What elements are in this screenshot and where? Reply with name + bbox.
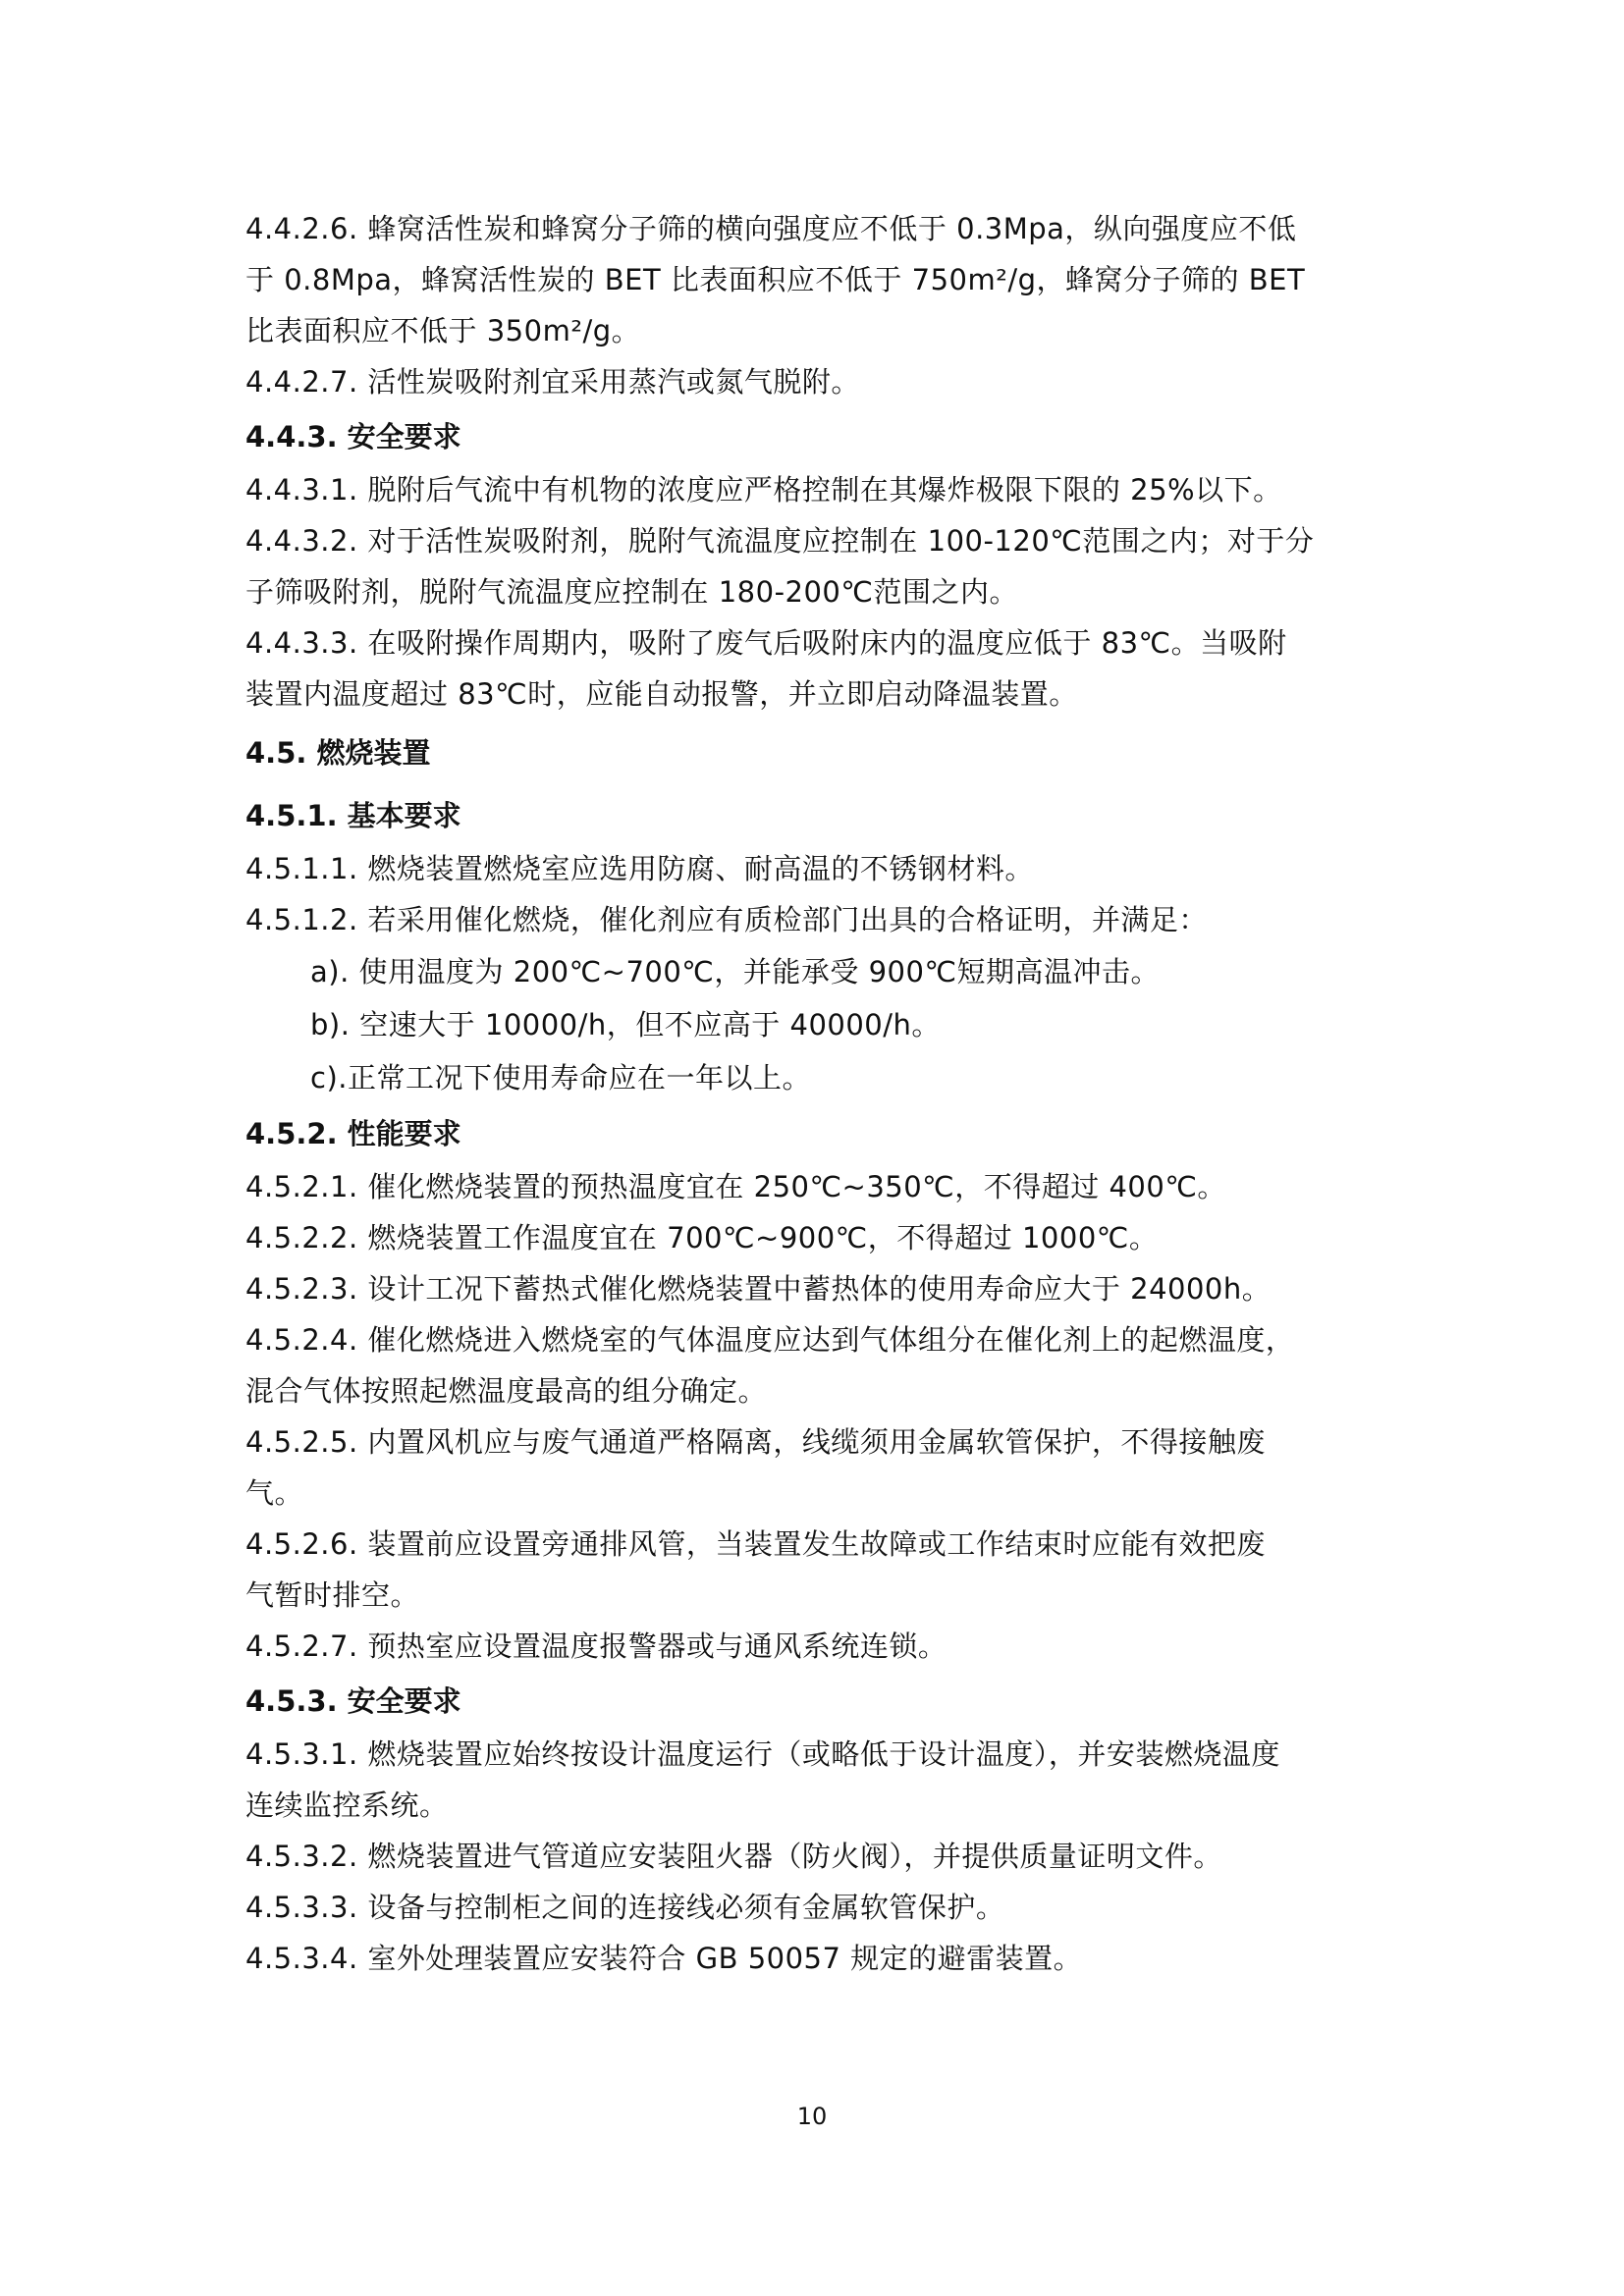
paragraph-4-4-2-6-line1: 4.4.2.6. 蜂窝活性炭和蜂窝分子筛的横向强度应不低于 0.3Mpa，纵向强度应不低 [245,212,1297,245]
heading-4-5-1: 4.5.1. 基本要求 [245,799,461,832]
heading-4-5-2: 4.5.2. 性能要求 [245,1117,461,1150]
paragraph-4-5-2-2: 4.5.2.2. 燃烧装置工作温度宜在 700℃~900℃，不得超过 1000℃。 [245,1221,1159,1255]
paragraph-4-5-1-2: 4.5.1.2. 若采用催化燃烧，催化剂应有质检部门出具的合格证明，并满足： [245,903,1208,936]
page-number: 10 [796,2103,828,2130]
paragraph-4-5-2-7: 4.5.2.7. 预热室应设置温度报警器或与通风系统连锁。 [245,1629,947,1663]
paragraph-4-4-3-3-line2: 装置内温度超过 83℃时，应能自动报警，并立即启动降温装置。 [245,677,1078,711]
paragraph-4-5-3-3: 4.5.3.3. 设备与控制柜之间的连接线必须有金属软管保护。 [245,1891,1005,1924]
paragraph-4-5-2-5-line2: 气。 [245,1476,304,1510]
paragraph-4-4-3-2-line1: 4.4.3.2. 对于活性炭吸附剂，脱附气流温度应控制在 100-120℃范围之内；对于分 [245,524,1315,558]
paragraph-4-5-2-6-line1: 4.5.2.6. 装置前应设置旁通排风管，当装置发生故障或工作结束时应能有效把废 [245,1527,1266,1561]
heading-4-5-3: 4.5.3. 安全要求 [245,1684,461,1718]
paragraph-4-5-1-1: 4.5.1.1. 燃烧装置燃烧室应选用防腐、耐高温的不锈钢材料。 [245,852,1034,885]
paragraph-4-5-2-4-line1: 4.5.2.4. 催化燃烧进入燃烧室的气体温度应达到气体组分在催化剂上的起燃温度， [245,1323,1295,1357]
heading-4-5: 4.5. 燃烧装置 [245,736,431,770]
paragraph-4-4-2-6-line2: 于 0.8Mpa，蜂窝活性炭的 BET 比表面积应不低于 750m²/g，蜂窝分子筛的 BET [245,263,1306,296]
paragraph-4-5-3-1-line2: 连续监控系统。 [245,1789,449,1822]
paragraph-4-4-3-1: 4.4.3.1. 脱附后气流中有机物的浓度应严格控制在其爆炸极限下限的 25%以下。 [245,473,1282,507]
paragraph-4-5-2-4-line2: 混合气体按照起燃温度最高的组分确定。 [245,1374,768,1408]
paragraph-4-5-3-1-line1: 4.5.3.1. 燃烧装置应始终按设计温度运行（或略低于设计温度），并安装燃烧温度 [245,1737,1280,1771]
list-item-a: a). 使用温度为 200℃~700℃，并能承受 900℃短期高温冲击。 [310,955,1161,988]
paragraph-4-5-3-4: 4.5.3.4. 室外处理装置应安装符合 GB 50057 规定的避雷装置。 [245,1942,1083,1975]
paragraph-4-4-3-3-line1: 4.4.3.3. 在吸附操作周期内，吸附了废气后吸附床内的温度应低于 83℃。当吸附 [245,626,1287,660]
paragraph-4-5-2-6-line2: 气暂时排空。 [245,1578,420,1612]
list-item-b: b). 空速大于 10000/h，但不应高于 40000/h。 [310,1008,941,1041]
heading-4-4-3: 4.4.3. 安全要求 [245,420,461,454]
paragraph-4-5-2-5-line1: 4.5.2.5. 内置风机应与废气通道严格隔离，线缆须用金属软管保护，不得接触废 [245,1425,1266,1459]
paragraph-4-5-3-2: 4.5.3.2. 燃烧装置进气管道应安装阻火器（防火阀），并提供质量证明文件。 [245,1840,1222,1873]
paragraph-4-4-3-2-line2: 子筛吸附剂，脱附气流温度应控制在 180-200℃范围之内。 [245,575,1018,609]
list-item-c: c).正常工况下使用寿命应在一年以上。 [310,1061,811,1095]
paragraph-4-4-2-7: 4.4.2.7. 活性炭吸附剂宜采用蒸汽或氮气脱附。 [245,365,860,399]
paragraph-4-5-2-3: 4.5.2.3. 设计工况下蓄热式催化燃烧装置中蓄热体的使用寿命应大于 24000h。 [245,1272,1272,1306]
paragraph-4-4-2-6-line3: 比表面积应不低于 350m²/g。 [245,314,641,347]
paragraph-4-5-2-1: 4.5.2.1. 催化燃烧装置的预热温度宜在 250℃~350℃，不得超过 400℃。 [245,1170,1226,1203]
page-body [245,203,1404,1984]
